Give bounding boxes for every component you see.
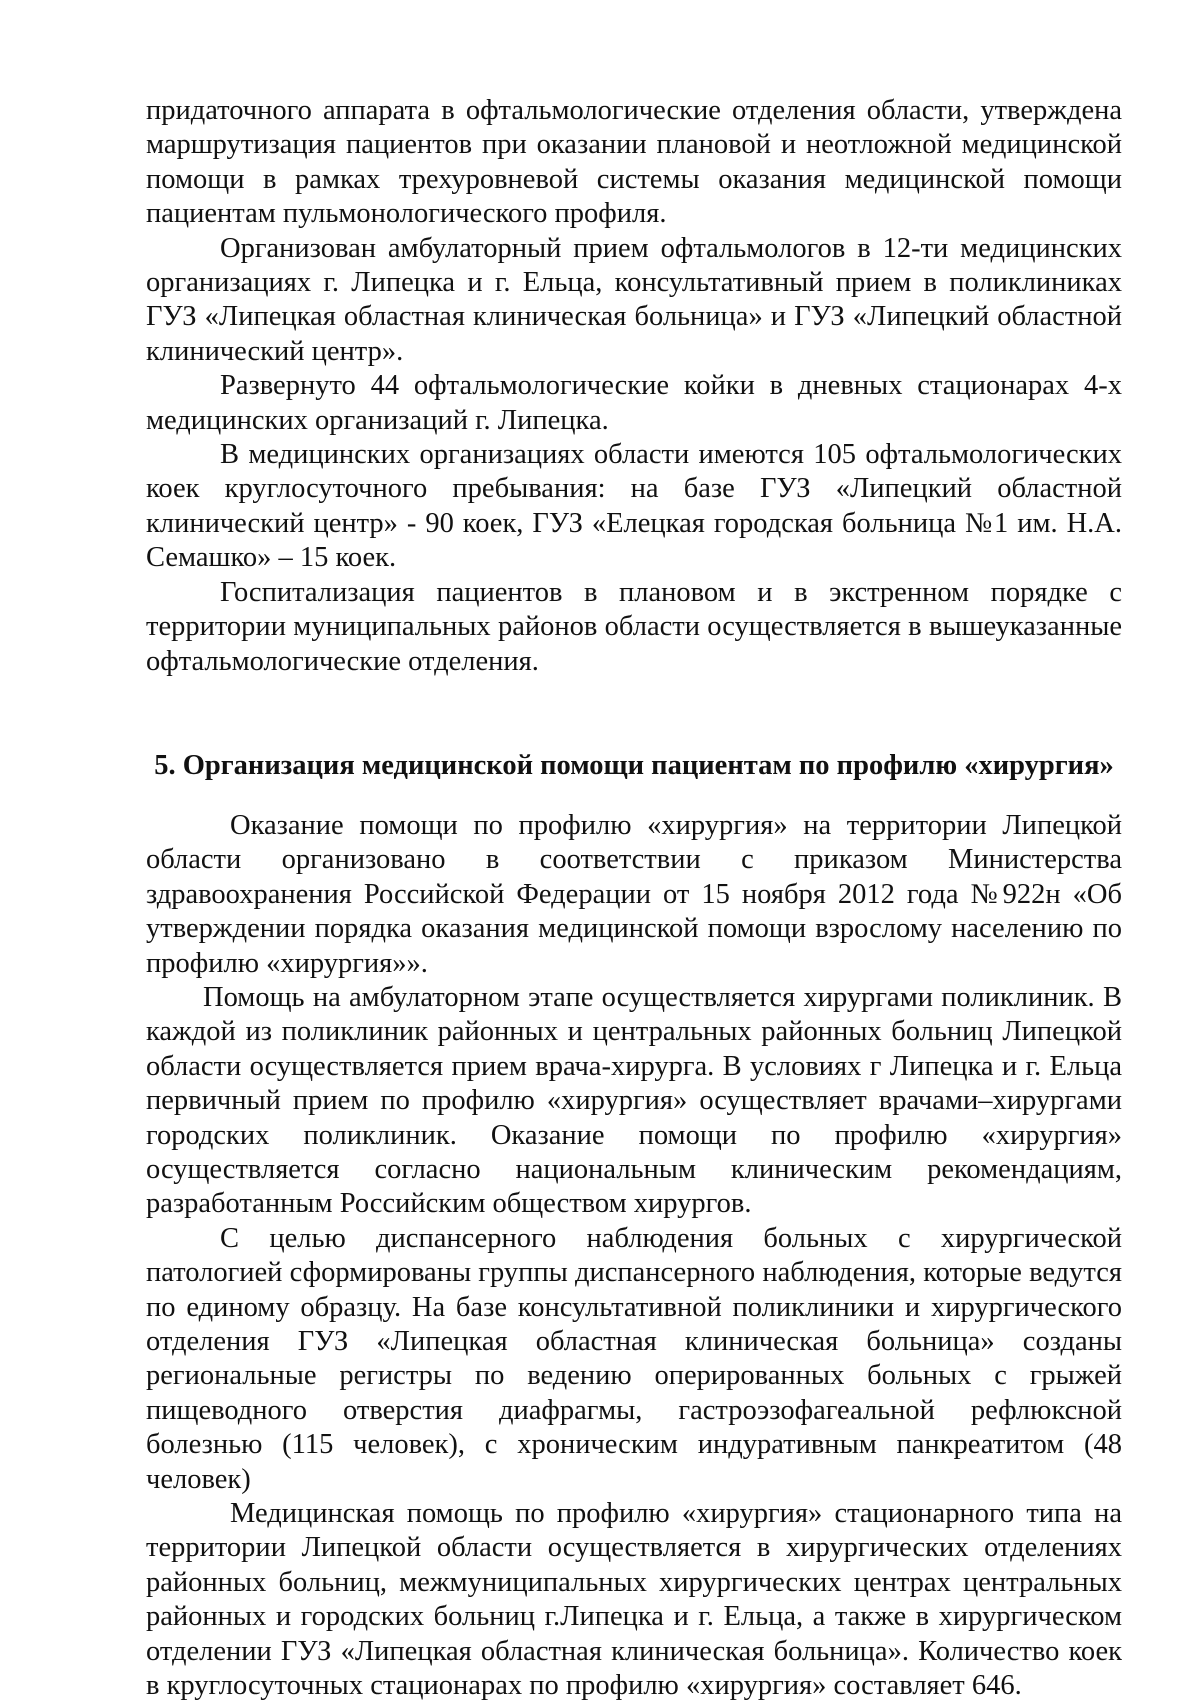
paragraph-continuation: придаточного аппарата в офтальмологические отделения области, утверждена маршрутизация пациентов при оказании плановой и неотложной медицинской помощи в рамках трехуровневой системы оказания медицинской помощи пациентам пульмонологического профиля. xyxy=(146,95,1122,230)
paragraph-day-hospital-beds: Развернуто 44 офтальмологические койки в дневных стационарах 4-х медицинских организаций г. Липецка. xyxy=(146,370,1122,436)
paragraph-surgery-order: Оказание помощи по профилю «хирургия» на территории Липецкой области организовано в соответствии с приказом Министерства здравоохранения Российской Федерации от 15 ноября 2012 года №922н «Об утверждении порядка оказания медицинской помощи взрослому населению по профилю «хирургия»». xyxy=(146,809,1122,979)
paragraph-ambulatory-ophthalmology: Организован амбулаторный прием офтальмологов в 12-ти медицинских организациях г. Липецка и г. Ельца, консультативный прием в поликлиниках ГУЗ «Липецкая областная клиническая больница» и ГУЗ «Липецкий областной клинический центр». xyxy=(146,232,1122,367)
paragraph-hospitalization: Госпитализация пациентов в плановом и в экстренном порядке с территории муниципальных районов области осуществляется в вышеуказанные офтальмологические отделения. xyxy=(146,576,1122,677)
paragraph-round-the-clock-beds: В медицинских организациях области имеются 105 офтальмологических коек круглосуточного пребывания: на базе ГУЗ «Липецкий областной клинический центр» - 90 коек, ГУЗ «Елецкая городская больница №1 им. Н.А. Семашко» – 15 коек. xyxy=(146,439,1122,574)
section-body xyxy=(146,809,1122,1703)
paragraph-dispensary-observation: С целью диспансерного наблюдения больных с хирургической патологией сформированы группы диспансерного наблюдения, которые ведутся по единому образцу. На базе консультативной поликлиники и хирургического отделения ГУЗ «Липецкая областная клиническая больница» созданы региональные регистры по ведению оперированных больных с грыжей пищеводного отверстия диафрагмы, гастроэзофагеальной рефлюксной болезнью (115 человек), с хроническим индуративным панкреатитом (48 человек) xyxy=(146,1222,1122,1495)
paragraph-inpatient-surgery: Медицинская помощь по профилю «хирургия» стационарного типа на территории Липецкой области осуществляется в хирургических отделениях районных больниц, межмуниципальных хирургических центрах центральных районных и городских больниц г.Липецка и г. Ельца, а также в хирургическом отделении ГУЗ «Липецкая областная клиническая больница». Количество коек в круглосуточных стационарах по профилю «хирургия» составляет 646. xyxy=(146,1498,1122,1702)
paragraph-outpatient-surgery: Помощь на амбулаторном этапе осуществляется хирургами поликлиник. В каждой из поликлиник районных и центральных районных больниц Липецкой области осуществляется прием врача-хирурга. В условиях г Липецка и г. Ельца первичный прием по профилю «хирургия» осуществляет врачами–хирургами городских поликлиник. Оказание помощи по профилю «хирургия» осуществляется согласно национальным клиническим рекомендациям, разработанным Российским обществом хирургов. xyxy=(146,981,1122,1220)
section-heading-surgery: 5. Организация медицинской помощи пациентам по профилю «хирургия» xyxy=(154,749,1114,781)
